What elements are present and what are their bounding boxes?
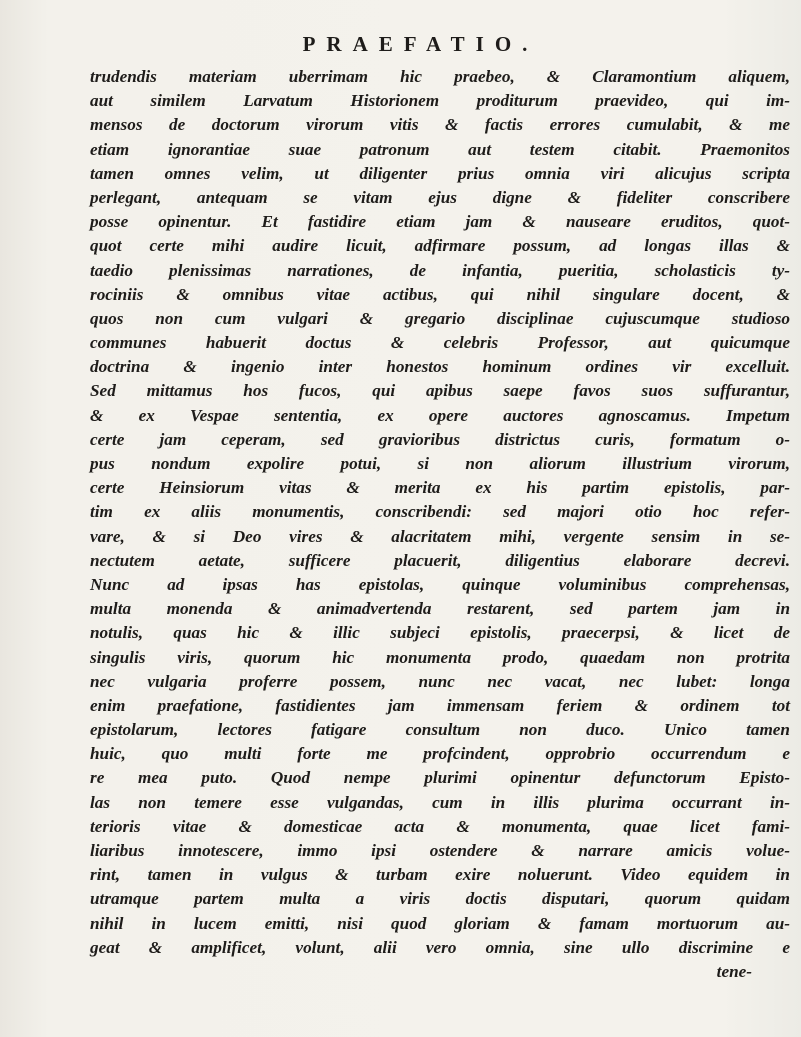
- text-line: aut similem Larvatum Historionem proditurum praevideo, qui im-: [90, 91, 790, 111]
- text-line: liaribus innotescere, immo ipsi ostendere & narrare amicis volue-: [90, 841, 790, 860]
- text-line: doctrina & ingenio inter honestos hominum ordines vir excelluit.: [90, 357, 790, 377]
- text-line: notulis, quas hic & illic subjeci epistolis, praecerpsi, & licet de: [90, 623, 790, 643]
- text-line: communes habuerit doctus & celebris Professor, aut quicumque: [90, 333, 790, 353]
- text-line: tim ex aliis monumentis, conscribendi: sed majori otio hoc refer-: [90, 502, 790, 522]
- body-text: [90, 65, 790, 984]
- text-line: perlegant, antequam se vitam ejus digne & fideliter conscribere: [90, 187, 790, 207]
- text-line: re mea puto. Quod nempe plurimi opinentur defunctorum Episto-: [90, 768, 790, 788]
- catchword: tene-: [716, 961, 752, 981]
- text-line: quos non cum vulgari & gregario disciplinae cujuscumque studioso: [90, 308, 790, 328]
- text-line: utramque partem multa a viris doctis disputari, quorum quidam: [90, 889, 790, 909]
- text-line: geat & amplificet, volunt, alii vero omnia, sine ullo discrimine e: [90, 937, 790, 957]
- text-line: nihil in lucem emitti, nisi quod gloriam & famam mortuorum au-: [90, 913, 790, 933]
- text-line: Nunc ad ipsas has epistolas, quinque voluminibus comprehensas,: [90, 574, 790, 594]
- text-line: vare, & si Deo vires & alacritatem mihi, vergente sensim in se-: [90, 526, 790, 546]
- text-line: singulis viris, quorum hic monumenta prodo, quaedam non protrita: [90, 647, 790, 667]
- text-line: epistolarum, lectores fatigare consultum non duco. Unico tamen: [90, 720, 790, 740]
- text-line: rociniis & omnibus vitae actibus, qui nihil singulare docent, &: [90, 284, 790, 304]
- text-line: posse opinentur. Et fastidire etiam jam & nauseare eruditos, quot-: [90, 212, 790, 232]
- running-head-title: PRAEFATIO.: [302, 32, 539, 56]
- text-line: certe Heinsiorum vitas & merita ex his partim epistolis, par-: [90, 478, 790, 498]
- text-line: taedio plenissimas narrationes, de infantia, pueritia, scholasticis ty-: [90, 260, 790, 280]
- text-line: mensos de doctorum virorum vitis & factis errores cumulabit, & me: [90, 115, 790, 135]
- text-line: etiam ignorantiae suae patronum aut testem citabit. Praemonitos: [90, 139, 790, 159]
- text-line: Sed mittamus hos fucos, qui apibus saepe favos suos suffurantur,: [90, 381, 790, 401]
- text-line: enim praefatione, fastidientes jam immensam feriem & ordinem tot: [90, 695, 790, 715]
- text-line: terioris vitae & domesticae acta & monumenta, quae licet fami-: [90, 816, 790, 836]
- text-line: pus nondum expolire potui, si non aliorum illustrium virorum,: [90, 454, 790, 473]
- text-line: trudendis materiam uberrimam hic praebeo, & Claramontium aliquem,: [90, 67, 790, 86]
- text-line: nectutem aetate, sufficere placuerit, diligentius elaborare decrevi.: [90, 550, 790, 570]
- text-line: tamen omnes velim, ut diligenter prius omnia viri alicujus scripta: [90, 163, 790, 183]
- text-line: quot certe mihi audire licuit, adfirmare possum, ad longas illas &: [90, 236, 790, 256]
- text-line: nec vulgaria proferre possem, nunc nec vacat, nec lubet: longa: [90, 671, 790, 691]
- text-line: las non temere esse vulgandas, cum in illis plurima occurrant in-: [90, 792, 790, 812]
- text-line: & ex Vespae sententia, ex opere auctores agnoscamus. Impetum: [90, 405, 790, 425]
- text-line: huic, quo multi forte me profcindent, opprobrio occurrendum e: [90, 744, 790, 764]
- text-line: certe jam ceperam, sed gravioribus districtus curis, formatum o-: [90, 429, 790, 449]
- text-line: multa monenda & animadvertenda restarent, sed partem jam in: [90, 599, 790, 619]
- text-line: rint, tamen in vulgus & turbam exire noluerunt. Video equidem in: [90, 865, 790, 885]
